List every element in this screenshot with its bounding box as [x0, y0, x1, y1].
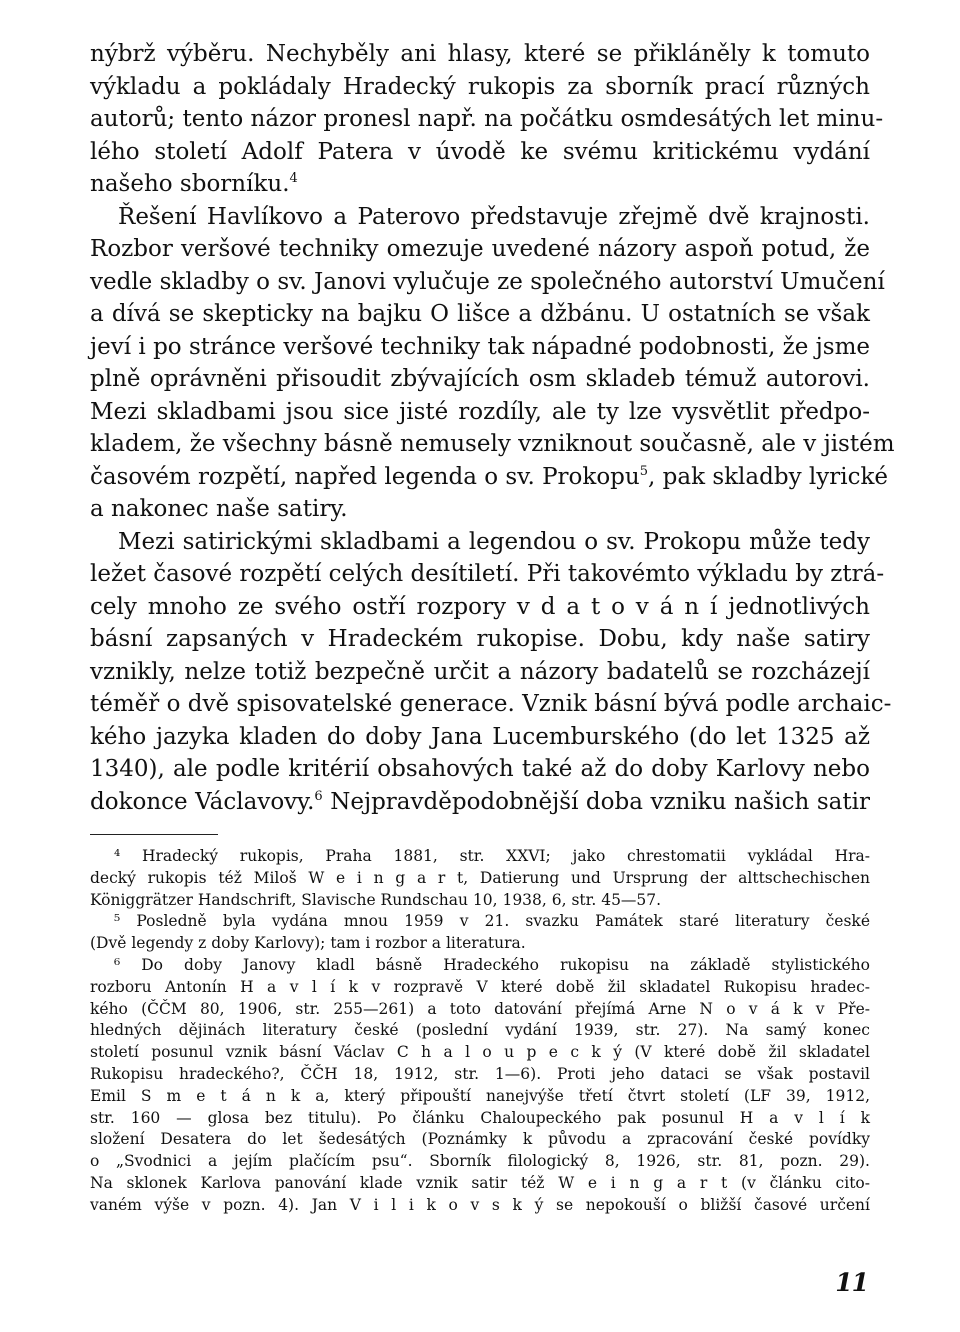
text-line: kladem, že všechny básně nemusely vzniknout současně, ale v jistém — [90, 431, 895, 457]
text-line: lého století Adolf Patera v úvodě ke svému kritickému vydání — [90, 138, 870, 165]
text-line: ležet časové rozpětí celých desítiletí. Při takovémto výkladu by ztrá- — [90, 561, 885, 587]
footnote-ref-6: 6 — [314, 788, 323, 804]
footnote-line: rozboru Antonín H a v l í k v rozpravě V které době žil skladatel Rukopisu hradec- — [90, 977, 870, 996]
text-line: téměř o dvě spisovatelské generace. Vznik básní bývá podle archaic- — [90, 691, 892, 717]
text-line: kého jazyka kladen do doby Jana Lucemburského (do let 1325 až — [90, 723, 870, 750]
text-fragment: , pak skladby lyrické — [648, 463, 889, 490]
footnote-line: ⁶ Do doby Janovy kladl básně Hradeckého rukopisu na základě stylistického — [114, 955, 870, 974]
text-line — [90, 461, 889, 494]
text-line — [90, 168, 870, 201]
footnote-line: ⁴ Hradecký rukopis, Praha 1881, str. XXVI; jako chrestomatii vykládal Hra- — [114, 847, 870, 865]
text-line: plně oprávněni přisoudit zbývajících osm skladeb témuž autorovi. — [90, 366, 870, 392]
text-line: výkladu a pokládaly Hradecký rukopis za sborník prací různých — [90, 73, 870, 100]
footnotes — [90, 846, 870, 1217]
text-fragment: dokonce Václavovy. — [90, 788, 315, 815]
main-text — [90, 38, 895, 818]
footnote-ref-4: 4 — [289, 171, 298, 186]
footnote-line: decký rukopis též Miloš W e i n g a r t, Datierung und Ursprung der alttschechischen — [90, 868, 870, 887]
text-line — [90, 786, 870, 819]
text-fragment: Nejpravděpodobnější doba vzniku našich satir — [322, 788, 870, 815]
footnote-line: kého (ČČM 80, 1906, str. 255—261) a toto datování přejímá Arne N o v á k v Pře- — [90, 999, 870, 1018]
text-line: básní zapsaných v Hradeckém rukopise. Dobu, kdy naše satiry — [90, 626, 870, 652]
footnote-line: Königgrätzer Handschrift, Slavische Rundschau 10, 1938, 6, str. 45—57. — [90, 890, 662, 909]
text-line: autorů; tento názor pronesl např. na počátku osmdesátých let minu- — [90, 106, 884, 132]
text-line: Mezi skladbami jsou sice jisté rozdíly, ale ty lze vysvětlit předpo- — [90, 398, 870, 425]
footnote-ref-5: 5 — [639, 463, 649, 479]
text-line: vznikly, nelze totiž bezpečně určit a názory badatelů se rozcházejí — [90, 658, 870, 685]
page-number: 11 — [835, 1268, 868, 1297]
footnote-line: Rukopisu hradeckého?, ČČH 18, 1912, str. 1—6). Proti jeho dataci se však postavil — [90, 1064, 870, 1083]
text-line: Řešení Havlíkovo a Paterovo představuje zřejmě dvě krajnosti. — [118, 203, 870, 230]
text-line: a dívá se skepticky na bajku O lišce a džbánu. U ostatních se však — [90, 301, 870, 327]
footnote-line: (Dvě legendy z doby Karlovy); tam i rozbor a literatura. — [90, 934, 526, 953]
footnote-line: Na sklonek Karlova panování klade vznik satir též W e i n g a r t (v článku cito- — [90, 1173, 870, 1192]
text-line: jeví i po stránce veršové techniky tak nápadné podobnosti, že jsme — [90, 333, 871, 360]
footnote-line: Emil S m e t á n k a, který připouští nanejvýše třetí čtvrt století (LF 39, 1912, — [90, 1086, 870, 1105]
footnote-line: ⁵ Posledně byla vydána mnou 1959 v 21. svazku Památek staré literatury české — [114, 912, 870, 931]
text-line: vedle skladby o sv. Janovi vylučuje ze společného autorství Umučení — [90, 268, 885, 295]
text-line: 1340), ale podle kritérií obsahových také až do doby Karlovy nebo — [90, 756, 870, 782]
footnote-line: složení Desatera do let šedesátých (Poznámky k původu a zpracování české povídky — [90, 1130, 870, 1149]
footnote-line: str. 160 — glosa bez titulu). Po článku Chaloupeckého pak posunul H a v l í k — [90, 1108, 870, 1127]
text-line: Mezi satirickými skladbami a legendou o sv. Prokopu může tedy — [118, 528, 870, 555]
footnote-line: vaném výše v pozn. 4). Jan V i l i k o v s k ý se nepokouší o bližší časové určení — [90, 1195, 870, 1214]
footnote-line: století posunul vznik básní Václav C h a l o u p e c k ý (V které době žil skladatel — [90, 1043, 870, 1062]
footnote-line: o „Svodnici a jejím plačícím psu“. Sborník filologický 8, 1926, str. 81, pozn. 29). — [90, 1152, 870, 1171]
text-fragment: našeho sborníku. — [90, 171, 290, 197]
text-line: Rozbor veršové techniky omezuje uvedené názory aspoň potud, že — [90, 236, 870, 262]
footnote-line: hledných dějinách literatury české (poslední vydání 1939, str. 27). Na samý konec — [90, 1021, 870, 1040]
footnote-separator — [90, 834, 218, 835]
text-fragment: časovém rozpětí, napřed legenda o sv. Prokopu — [90, 463, 640, 490]
text-line: nýbrž výběru. Nechyběly ani hlasy, které se přikláněly k tomuto — [90, 41, 870, 67]
text-line: cely mnoho ze svého ostří rozpory v d a t o v á n í jednotlivých — [90, 593, 870, 620]
text-line: a nakonec naše satiry. — [90, 496, 348, 522]
